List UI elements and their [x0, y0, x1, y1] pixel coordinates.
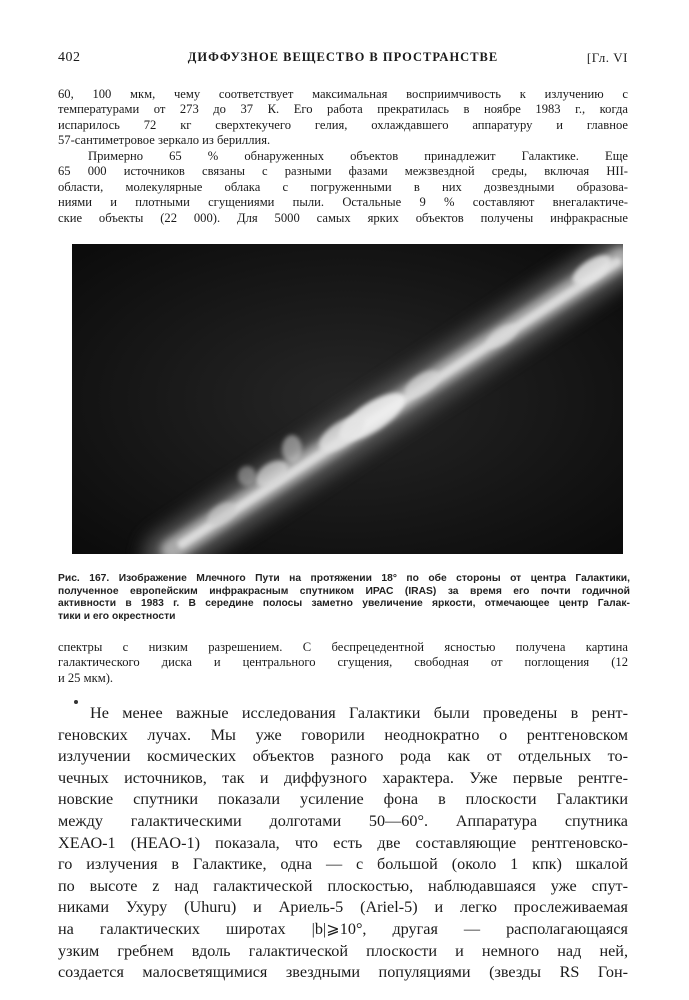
text-line: испарилось 72 кг сверхтекучего гелия, охлаждавшего аппаратуру и главное	[58, 117, 628, 132]
text-line: на галактических широтах |b|⩾10°, другая — располагающаяся	[58, 919, 628, 938]
text-line: 65 000 источников связаны с разными фазами межзвездной среды, включая НII-	[58, 164, 628, 179]
caption-line: Рис. 167. Изображение Млечного Пути на протяжении 18° по обе стороны от центра Галактики,	[58, 573, 630, 584]
text-line: узким гребнем вдоль галактической плоскости и немного над ней,	[58, 941, 628, 960]
text-line: ХЕАО-1 (HEAO-1) показала, что есть две составляющие рентгеновско-	[58, 833, 628, 852]
text-line: и 25 мкм).	[58, 670, 114, 685]
text-line: создается малосветящимися звездными популяциями (звезды RS Гон-	[58, 963, 628, 982]
running-header	[58, 50, 628, 70]
text-line: ские объекты (22 000). Для 5000 самых ярких объектов получены инфракрасные	[58, 210, 628, 225]
figure-caption	[58, 573, 630, 623]
text-line: Примерно 65 % обнаруженных объектов принадлежит Галактике. Еще	[88, 149, 628, 163]
text-line: ниями и плотными сгущениями пыли. Остальные 9 % составляют внегалактиче-	[58, 195, 628, 210]
text-line: го излучения в Галактике, одна — с большой (около 1 кпк) шкалой	[58, 855, 628, 874]
text-line: 60, 100 мкм, чему соответствует максимальная восприимчивость к излучению с	[58, 87, 628, 101]
text-line: никами Ухуру (Uhuru) и Ариель-5 (Ariel-5) и легко прослеживаемая	[58, 898, 628, 917]
running-title: ДИФФУЗНОЕ ВЕЩЕСТВО В ПРОСТРАНСТВЕ	[187, 50, 499, 64]
chapter-marker: [Гл. VI	[586, 50, 628, 65]
text-line: спектры с низким разрешением. С беспрецедентной ясностью получена картина	[58, 640, 628, 654]
page-number: 402	[58, 50, 81, 65]
text-line: излучении космических объектов разного рода как от отдельных то-	[58, 747, 628, 766]
caption-line: активности в 1983 г. В середине полосы заметно увеличение яркости, отмечающее центр Галак-	[58, 598, 630, 610]
text-line: области, молекулярные облака с погруженными в них дозвездными образова-	[58, 179, 628, 194]
text-line: 57-сантиметровое зеркало из бериллия.	[58, 133, 271, 148]
milky-way-band	[72, 244, 623, 554]
text-line: геновских лучах. Мы уже говорили неоднократно о рентгеновском	[58, 725, 628, 744]
caption-line: полученное европейским инфракрасным спутником ИРАС (IRAS) за время его почти годичной	[58, 585, 630, 597]
text-line: Не менее важные исследования Галактики были проведены в рент-	[90, 704, 628, 722]
paragraph-3	[58, 640, 628, 686]
text-line: галактического диска и центрального сгущения, свободная от поглощения (12	[58, 655, 628, 670]
caption-line: тики и его окрестности	[58, 610, 176, 622]
milky-way-infrared-image	[72, 244, 623, 554]
paragraph-4	[58, 703, 628, 984]
text-line: по высоте z над галактической плоскостью, наблюдавшаяся уже спут-	[58, 876, 628, 895]
paragraph-2	[58, 149, 628, 226]
paragraph-1	[58, 87, 628, 149]
text-line: температурами от 273 до 37 К. Его работа прекратилась в ноябре 1983 г., когда	[58, 102, 628, 117]
text-line: новские спутники показали усиление фона в плоскости Галактики	[58, 790, 628, 809]
text-line: чечных источников, так и диффузного характера. Уже первые рентге-	[58, 768, 628, 787]
text-line: между галактическими долготами 50—60°. Аппаратура спутника	[58, 811, 628, 830]
